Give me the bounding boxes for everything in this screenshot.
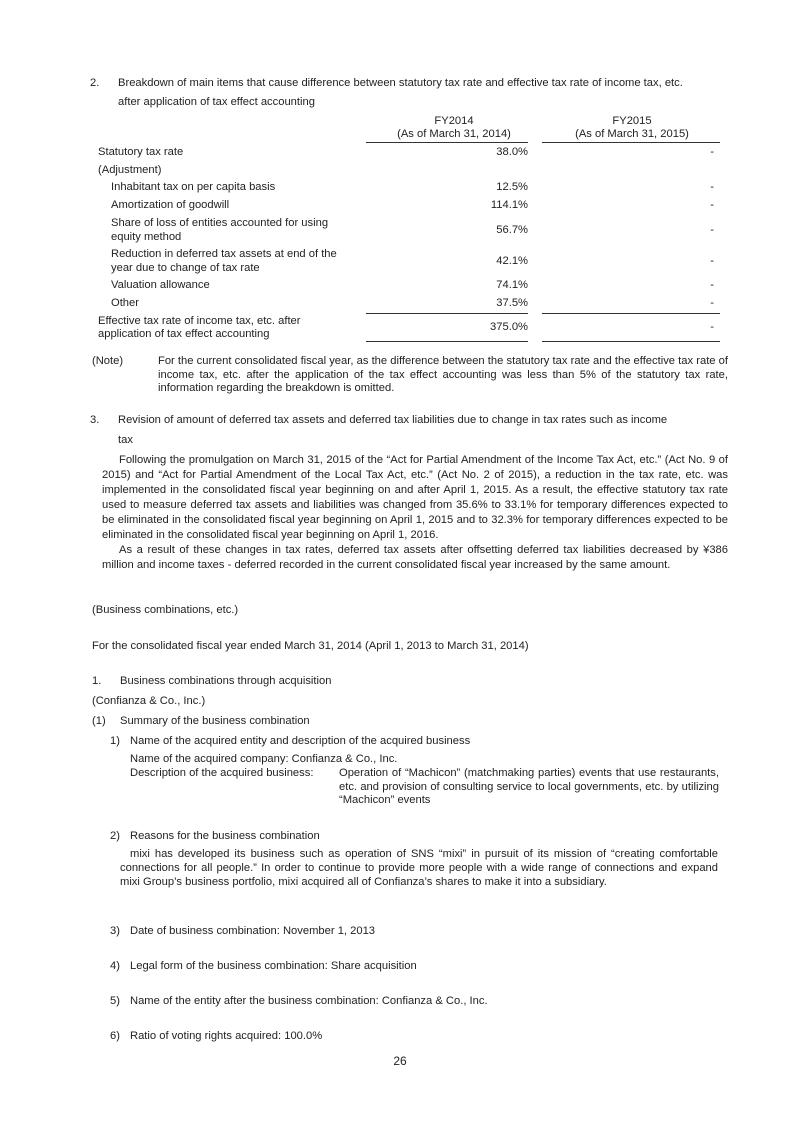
point2-number: 2) — [110, 830, 120, 842]
row-label-line2: equity method — [111, 231, 182, 243]
row-fy2014-value: 37.5% — [496, 297, 528, 309]
col-fy2015-header-year: FY2015 — [612, 115, 652, 127]
point6-text: Ratio of voting rights acquired: 100.0% — [130, 1030, 323, 1042]
row-fy2015-value: - — [710, 321, 714, 333]
point5-text: Name of the entity after the business combination: Confianza & Co., Inc. — [130, 995, 488, 1007]
sub1-number: (1) — [92, 715, 106, 727]
row-fy2015-value: - — [710, 181, 714, 193]
row-label-line1: Effective tax rate of income tax, etc. after — [98, 315, 301, 327]
point1-title: Name of the acquired entity and description of the acquired business — [130, 735, 471, 747]
col-fy2014-header-date: (As of March 31, 2014) — [397, 128, 511, 140]
row-fy2015-value: - — [710, 297, 714, 309]
point4-text: Legal form of the business combination: Share acquisition — [130, 960, 417, 972]
row-label: (Adjustment) — [98, 164, 162, 176]
row-fy2014-value: 375.0% — [490, 321, 528, 333]
row-label-line2: application of tax effect accounting — [98, 328, 270, 340]
row-fy2014-value: 74.1% — [496, 279, 528, 291]
row-label: Statutory tax rate — [98, 146, 184, 158]
point1-description-label: Description of the acquired business: — [130, 767, 314, 779]
section2-title-line2: after application of tax effect accounting — [118, 96, 315, 108]
point6-number: 6) — [110, 1030, 120, 1042]
row-label: Inhabitant tax on per capita basis — [111, 181, 276, 193]
business-period: For the consolidated fiscal year ended March 31, 2014 (April 1, 2013 to March 31, 2014) — [92, 640, 529, 652]
note-text: For the current consolidated fiscal year, as the difference between the statutory tax rate and the effective tax rate of income tax, etc. after the application of the tax effect accounting was less than 5% of the statutory tax rate, information regarding the breakdown is omitted. — [158, 355, 728, 394]
row-fy2015-value: - — [710, 199, 714, 211]
point5-number: 5) — [110, 995, 120, 1007]
row-fy2014-value: 42.1% — [496, 255, 528, 267]
company-name: (Confianza & Co., Inc.) — [92, 695, 206, 707]
row-label-line1: Reduction in deferred tax assets at end of the — [111, 248, 337, 260]
header-rule-fy2015 — [542, 142, 720, 143]
subtotal-rule-fy2015 — [542, 313, 720, 314]
section2-title-line1: Breakdown of main items that cause difference between statutory tax rate and effective tax rate of income tax, etc. — [118, 77, 683, 89]
business-heading: (Business combinations, etc.) — [92, 604, 239, 616]
total-rule-fy2014 — [366, 341, 528, 342]
col-fy2014-header-year: FY2014 — [434, 115, 474, 127]
section3-title-line2: tax — [118, 434, 133, 446]
row-fy2015-value: - — [710, 224, 714, 236]
subtotal-rule-fy2014 — [366, 313, 528, 314]
col-fy2015-header-date: (As of March 31, 2015) — [575, 128, 689, 140]
point2-text: mixi has developed its business such as operation of SNS “mixi” in pursuit of its mission of “creating comfortable connections for all people.” In order to continue to provide more people with a wide range of connections and expand mixi Group’s business portfolio, mixi acquired all of Confianza’s shares to make it into a subsidiary. — [120, 848, 718, 889]
row-label-line1: Share of loss of entities accounted for using — [111, 217, 329, 229]
row-fy2014-value: 56.7% — [496, 224, 528, 236]
section3-paragraph-2: As a result of these changes in tax rates, deferred tax assets after offsetting deferred tax liabilities decreased by ¥386 million and income taxes - deferred recorded in the current consolidated fiscal year increased by the same amount. — [102, 544, 728, 571]
point3-text: Date of business combination: November 1, 2013 — [130, 925, 376, 937]
row-label-line2: year due to change of tax rate — [111, 262, 260, 274]
point2-title: Reasons for the business combination — [130, 830, 320, 842]
row-fy2015-value: - — [710, 279, 714, 291]
section3-number: 3. — [90, 414, 100, 426]
total-rule-fy2015 — [542, 341, 720, 342]
row-fy2014-value: 12.5% — [496, 181, 528, 193]
item1-number: 1. — [92, 675, 102, 687]
point4-number: 4) — [110, 960, 120, 972]
point1-number: 1) — [110, 735, 120, 747]
section3-paragraph-1: Following the promulgation on March 31, 2015 of the “Act for Partial Amendment of the Income Tax Act, etc.” (Act No. 9 of 2015) and “Act for Partial Amendment of the Local Tax Act, etc.” (Act No. 2 of 2015), a reduction in the tax rate, etc. was implemented in the consolidated fiscal year beginning on and after April 1, 2015. As a result, the effective statutory tax rate used to measure deferred tax assets and liabilities was changed from 35.6% to 33.1% for temporary differences expected to be eliminated in the consolidated fiscal year beginning on April 1, 2015 and to 32.3% for temporary differences expected to be eliminated in the consolidated fiscal year beginning on April 1, 2016. — [102, 454, 728, 541]
row-label: Other — [111, 297, 139, 309]
section2-number: 2. — [90, 77, 100, 89]
item1-title: Business combinations through acquisition — [120, 675, 332, 687]
row-label: Amortization of goodwill — [111, 199, 230, 211]
row-fy2015-value: - — [710, 255, 714, 267]
row-fy2014-value: 114.1% — [490, 199, 528, 211]
note-label: (Note) — [92, 355, 124, 367]
section3-title-line1: Revision of amount of deferred tax assets and deferred tax liabilities due to change in tax rates such as income — [118, 414, 668, 426]
page-number: 26 — [393, 1054, 407, 1068]
row-label: Valuation allowance — [111, 279, 210, 291]
point3-number: 3) — [110, 925, 120, 937]
row-fy2014-value: 38.0% — [496, 146, 528, 158]
header-rule-fy2014 — [366, 142, 528, 143]
point1-company-name: Name of the acquired company: Confianza & Co., Inc. — [130, 753, 398, 765]
sub1-title: Summary of the business combination — [120, 715, 310, 727]
point1-description-text: Operation of “Machicon” (matchmaking parties) events that use restaurants, etc. and provision of consulting service to local governments, etc. by utilizing “Machicon” events — [339, 767, 719, 806]
row-fy2015-value: - — [710, 146, 714, 158]
